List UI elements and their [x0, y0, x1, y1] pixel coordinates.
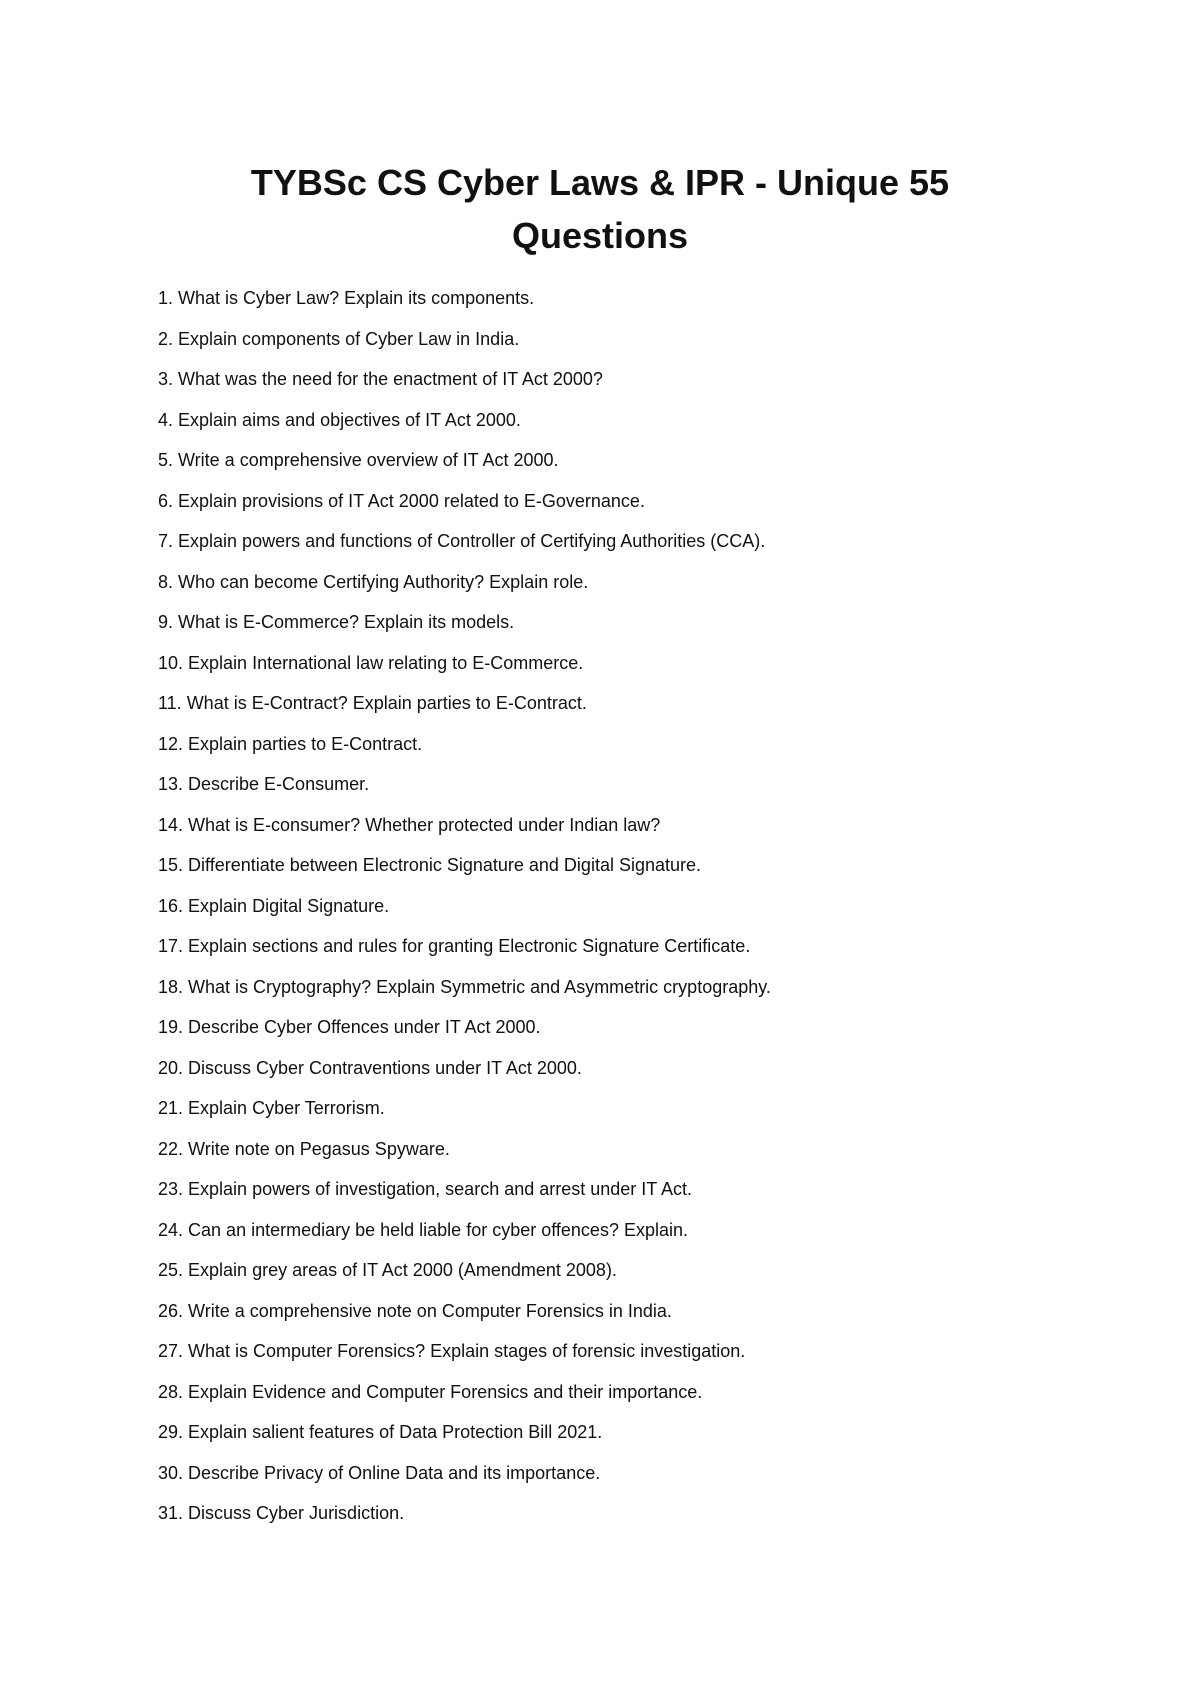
question-item: [158, 805, 1118, 846]
question-text: Explain provisions of IT Act 2000 related to E-Governance.: [178, 490, 645, 511]
question-item: [158, 967, 1118, 1008]
question-number: 30.: [158, 1462, 184, 1483]
question-number: 11.: [158, 693, 182, 713]
question-text: What is E-consumer? Whether protected under Indian law?: [188, 814, 661, 835]
question-number: 24.: [158, 1219, 184, 1240]
question-item: [158, 724, 1118, 765]
question-number: 20.: [158, 1057, 184, 1078]
question-text: Explain Digital Signature.: [188, 895, 390, 916]
question-text: Explain components of Cyber Law in India.: [178, 328, 520, 349]
question-item: [158, 602, 1118, 643]
question-text: Explain powers and functions of Controller of Certifying Authorities (CCA).: [178, 531, 766, 551]
question-number: 14.: [158, 814, 184, 835]
question-list: [158, 278, 1118, 1534]
question-number: 22.: [158, 1138, 184, 1159]
title-line-2: Questions: [511, 215, 689, 256]
question-item: [158, 1331, 1118, 1372]
question-number: 7.: [158, 531, 174, 551]
question-number: 9.: [158, 612, 174, 632]
question-number: 12.: [158, 733, 184, 754]
question-text: Explain sections and rules for granting Electronic Signature Certificate.: [188, 936, 751, 956]
question-text: Write a comprehensive note on Computer Forensics in India.: [188, 1300, 672, 1321]
question-text: Describe E-Consumer.: [188, 774, 370, 794]
question-item: [158, 1493, 1118, 1534]
question-item: [158, 319, 1118, 360]
question-number: 31.: [158, 1503, 184, 1523]
question-text: Explain International law relating to E-Commerce.: [188, 652, 584, 673]
question-text: What is Computer Forensics? Explain stages of forensic investigation.: [188, 1341, 746, 1361]
question-number: 1.: [158, 288, 174, 308]
question-number: 8.: [158, 571, 174, 592]
question-text: Explain grey areas of IT Act 2000 (Amendment 2008).: [188, 1260, 617, 1280]
question-number: 3.: [158, 369, 174, 389]
question-text: Write note on Pegasus Spyware.: [188, 1138, 450, 1159]
question-number: 28.: [158, 1381, 184, 1402]
question-item: [158, 400, 1118, 441]
question-item: [158, 1453, 1118, 1494]
question-number: 5.: [158, 450, 174, 470]
question-item: [158, 1210, 1118, 1251]
title-line-1: TYBSc CS Cyber Laws & IPR - Unique 55: [250, 162, 950, 203]
question-number: 25.: [158, 1260, 184, 1280]
question-text: What is E-Contract? Explain parties to E-Contract.: [186, 693, 587, 713]
question-text: Explain salient features of Data Protection Bill 2021.: [188, 1422, 603, 1442]
question-number: 15.: [158, 855, 184, 875]
question-text: Discuss Cyber Contraventions under IT Act 2000.: [188, 1057, 582, 1078]
question-item: [158, 926, 1118, 967]
question-item: [158, 764, 1118, 805]
question-number: 6.: [158, 490, 174, 511]
question-item: [158, 1129, 1118, 1170]
question-item: [158, 278, 1118, 319]
question-number: 2.: [158, 328, 174, 349]
question-text: Explain Cyber Terrorism.: [188, 1098, 385, 1118]
question-number: 21.: [158, 1098, 184, 1118]
question-text: Can an intermediary be held liable for cyber offences? Explain.: [188, 1219, 688, 1240]
question-number: 19.: [158, 1017, 184, 1037]
question-item: [158, 1088, 1118, 1129]
question-text: What is Cryptography? Explain Symmetric and Asymmetric cryptography.: [188, 976, 771, 997]
question-number: 29.: [158, 1422, 184, 1442]
question-item: [158, 1291, 1118, 1332]
question-text: What is E-Commerce? Explain its models.: [178, 612, 515, 632]
question-text: Differentiate between Electronic Signature and Digital Signature.: [188, 855, 702, 875]
question-number: 16.: [158, 895, 184, 916]
question-text: Explain powers of investigation, search and arrest under IT Act.: [188, 1179, 692, 1199]
page-title: [150, 156, 1050, 262]
question-item: [158, 562, 1118, 603]
question-text: Who can become Certifying Authority? Explain role.: [178, 571, 589, 592]
question-item: [158, 1048, 1118, 1089]
question-number: 26.: [158, 1300, 184, 1321]
question-number: 4.: [158, 409, 174, 430]
question-item: [158, 1412, 1118, 1453]
question-item: [158, 683, 1118, 724]
question-number: 13.: [158, 774, 184, 794]
question-text: Explain aims and objectives of IT Act 2000.: [178, 409, 521, 430]
question-item: [158, 1169, 1118, 1210]
question-text: What was the need for the enactment of IT Act 2000?: [178, 369, 603, 389]
question-number: 10.: [158, 652, 184, 673]
question-item: [158, 1372, 1118, 1413]
question-text: Discuss Cyber Jurisdiction.: [188, 1503, 405, 1523]
question-item: [158, 440, 1118, 481]
question-text: Write a comprehensive overview of IT Act 2000.: [178, 450, 559, 470]
question-item: [158, 886, 1118, 927]
question-number: 27.: [158, 1341, 184, 1361]
question-number: 17.: [158, 936, 184, 956]
question-number: 18.: [158, 976, 184, 997]
question-item: [158, 521, 1118, 562]
question-item: [158, 481, 1118, 522]
question-text: Describe Privacy of Online Data and its importance.: [188, 1462, 601, 1483]
question-item: [158, 1250, 1118, 1291]
question-text: Explain parties to E-Contract.: [188, 733, 423, 754]
question-item: [158, 359, 1118, 400]
question-item: [158, 845, 1118, 886]
question-number: 23.: [158, 1179, 184, 1199]
question-item: [158, 1007, 1118, 1048]
question-item: [158, 643, 1118, 684]
question-text: Describe Cyber Offences under IT Act 2000.: [188, 1017, 541, 1037]
question-text: Explain Evidence and Computer Forensics and their importance.: [188, 1381, 703, 1402]
question-text: What is Cyber Law? Explain its components.: [178, 288, 535, 308]
